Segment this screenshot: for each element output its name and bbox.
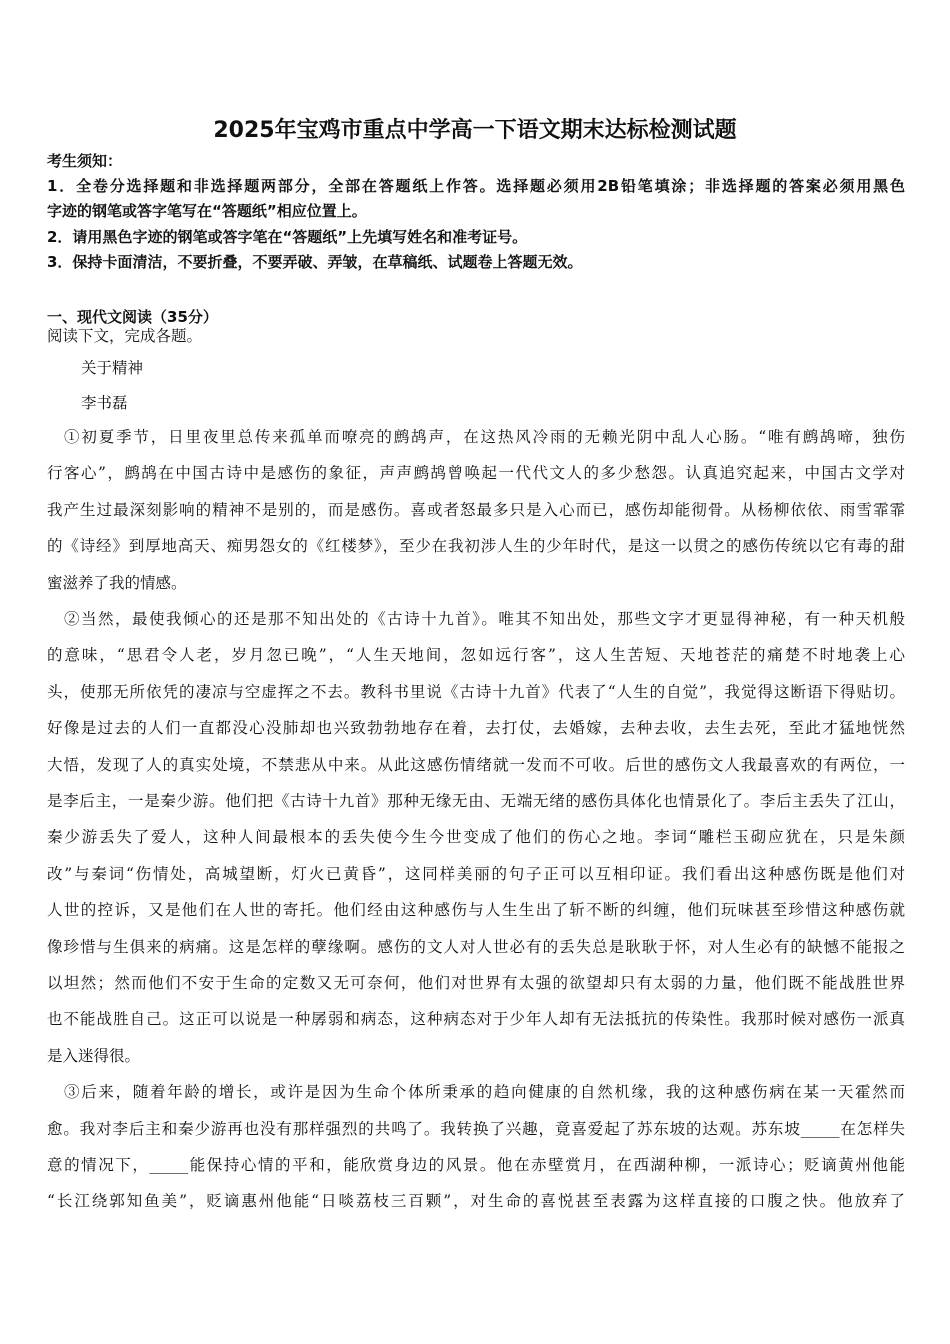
- paragraph-line: 头，使那无所依凭的凄凉与空虚挥之不去。教科书里说《古诗十九首》代表了“人生的自觉”，我觉得这断语下得贴切。: [47, 682, 905, 701]
- paragraph-line: 大悟，发现了人的真实处境，不禁悲从中来。从此这感伤情绪就一发而不可收。后世的感伤文人我最喜欢的有两位，一: [47, 755, 905, 774]
- paragraph-line: 人世的控诉，又是他们在人世的寄托。他们经由这种感伤与人生生出了斩不断的纠缠，他们玩味甚至珍惜这种感伤就: [47, 901, 905, 920]
- notice-line: 2．请用黑色字迹的钢笔或答字笔在“答题纸”上先填写姓名和准考证号。: [47, 228, 528, 246]
- article-title: 关于精神: [81, 359, 144, 377]
- paragraph-line: 像珍惜与生俱来的病痛。这是怎样的孽缘啊。感伤的文人对人世必有的丢失总是耿耿于怀，对人生必有的缺憾不能报之: [47, 937, 905, 956]
- paragraph-line: 好像是过去的人们一直都没心没肺却也兴致勃勃地存在着，去打仗，去婚嫁，去种去收，去生去死，至此才猛地恍然: [47, 719, 905, 738]
- paragraph-line: ①初夏季节，日里夜里总传来孤单而嘹亮的鹧鸪声，在这热风冷雨的无赖光阴中乱人心肠。“唯有鹧鸪啼，独伤: [64, 428, 905, 446]
- section-heading: 一、现代文阅读（35分）: [47, 308, 218, 326]
- paragraph-line: 改”与秦词“伤情处，高城望断，灯火已黄昏”，这同样美丽的句子正可以互相印证。我们看出这种感伤既是他们对: [47, 864, 905, 883]
- paragraph-line: ②当然，最使我倾心的还是那不知出处的《古诗十九首》。唯其不知出处，那些文字才更显得神秘，有一种天机般: [64, 610, 905, 628]
- paragraph-line: “长江绕郭知鱼美”，贬谪惠州他能“日啖荔枝三百颗”，对生命的喜悦甚至表露为这样直接的口腹之快。他放弃了: [47, 1192, 905, 1211]
- paragraph-line: 蜜滋养了我的情感。: [47, 573, 187, 592]
- paragraph-line: 行客心”，鹧鸪在中国古诗中是感伤的象征，声声鹧鸪曾唤起一代代文人的多少愁怨。认真追究起来，中国古文学对: [47, 464, 905, 483]
- paragraph-line: 是李后主，一是秦少游。他们把《古诗十九首》那种无缘无由、无端无绪的感伤具体化也情景化了。李后主丢失了江山，: [47, 792, 905, 810]
- page-title: 2025年宝鸡市重点中学高一下语文期末达标检测试题: [213, 118, 737, 143]
- notice-line: 3．保持卡面清洁，不要折叠，不要弄破、弄皱，在草稿纸、试题卷上答题无效。: [47, 253, 583, 271]
- paragraph-line: 秦少游丢失了爱人，这种人间最根本的丢失使今生今世变成了他们的伤心之地。李词“雕栏玉砌应犹在，只是朱颜: [47, 828, 905, 847]
- article-author: 李书磊: [81, 394, 128, 412]
- paragraph-line: 意的情况下，_____能保持心情的平和，能欣赏身边的风景。他在赤壁赏月，在西湖种柳，一派诗心；贬谪黄州他能: [47, 1156, 905, 1174]
- paragraph-line: 以坦然；然而他们不安于生命的定数又无可奈何，他们对世界有太强的欲望却只有太弱的力量，他们既不能战胜世界: [47, 974, 905, 992]
- paragraph-line: 愈。我对李后主和秦少游再也没有那样强烈的共鸣了。我转换了兴趣，竟喜爱起了苏东坡的达观。苏东坡_____在怎样失: [47, 1119, 905, 1138]
- paragraph-line: 的意味，“思君令人老，岁月忽已晚”，“人生天地间，忽如远行客”，这人生苦短、天地苍茫的痛楚不时地袭上心: [47, 646, 905, 665]
- paragraph-line: 是入迷得很。: [47, 1046, 141, 1065]
- notice-heading: 考生须知：: [47, 152, 123, 170]
- instruction: 阅读下文，完成各题。: [47, 327, 203, 345]
- paragraph-line: 我产生过最深刻影响的精神不是别的，而是感伤。喜或者怒最多只是入心而已，感伤却能彻骨。从杨柳依依、雨雪霏霏: [47, 500, 905, 519]
- notice-line: 1．全卷分选择题和非选择题两部分，全部在答题纸上作答。选择题必须用2B铅笔填涂；非选择题的答案必须用黑色: [47, 177, 905, 195]
- notice-line: 字迹的钢笔或答字笔写在“答题纸”相应位置上。: [47, 202, 367, 220]
- paragraph-line: 的《诗经》到厚地高天、痴男怨女的《红楼梦》，至少在我初涉人生的少年时代，是这一以贯之的感伤传统以它有毒的甜: [47, 537, 905, 556]
- paragraph-line: 也不能战胜自己。这正可以说是一种孱弱和病态，这种病态对于少年人却有无法抵抗的传染性。我那时候对感伤一派真: [47, 1010, 905, 1029]
- paragraph-line: ③后来，随着年龄的增长，或许是因为生命个体所秉承的趋向健康的自然机缘，我的这种感伤病在某一天霍然而: [64, 1083, 905, 1102]
